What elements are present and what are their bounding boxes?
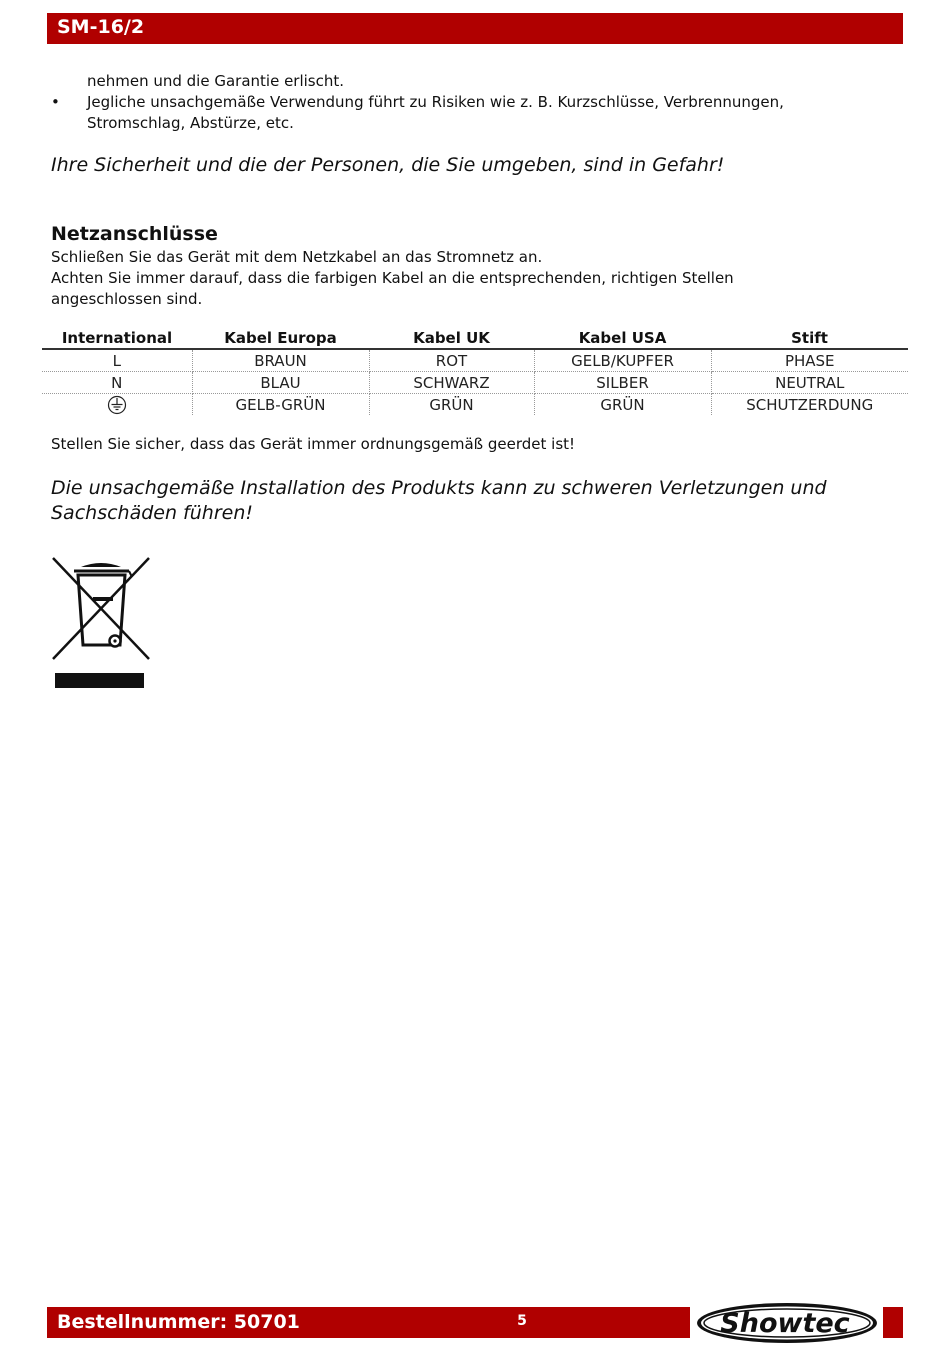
table-cell: N bbox=[42, 372, 192, 394]
table-cell: ROT bbox=[369, 349, 534, 372]
footer-bar-end bbox=[883, 1307, 903, 1338]
column-header: Kabel Europa bbox=[192, 327, 369, 349]
table-cell: PHASE bbox=[711, 349, 908, 372]
table-row bbox=[42, 372, 908, 394]
wiring-table bbox=[42, 327, 908, 415]
table-cell: GRÜN bbox=[534, 394, 711, 416]
paragraph-cable-colors: Achten Sie immer darauf, dass die farbigen Kabel an die entsprechenden, richtigen Stellen angeschlossen sind. bbox=[51, 269, 734, 308]
paragraph-connect: Schließen Sie das Gerät mit dem Netzkabel an das Stromnetz an. bbox=[51, 248, 543, 266]
svg-text:Showtec: Showtec bbox=[720, 1308, 850, 1339]
table-cell bbox=[42, 394, 192, 416]
table-cell: NEUTRAL bbox=[711, 372, 908, 394]
table-row bbox=[42, 394, 908, 416]
column-header: Kabel UK bbox=[369, 327, 534, 349]
section-heading: Netzanschlüsse bbox=[51, 223, 218, 245]
table-cell: SCHUTZERDUNG bbox=[746, 395, 874, 414]
earth-symbol-icon bbox=[107, 395, 127, 415]
table-cell: L bbox=[42, 349, 192, 372]
page-number: 5 bbox=[517, 1313, 527, 1329]
document-title: SM-16/2 bbox=[57, 16, 145, 38]
table-cell: GELB/KUPFER bbox=[534, 349, 711, 372]
showtec-logo bbox=[694, 1301, 880, 1345]
crossed-out-wheelie-bin-icon bbox=[51, 555, 151, 690]
continuation-line: nehmen und die Garantie erlischt. bbox=[87, 72, 345, 90]
column-header: Stift bbox=[711, 327, 908, 349]
header-bar bbox=[47, 13, 903, 44]
table-cell: GRÜN bbox=[369, 394, 534, 416]
table-cell: SILBER bbox=[534, 372, 711, 394]
grounding-note: Stellen Sie sicher, dass das Gerät immer ordnungsgemäß geerdet ist! bbox=[51, 435, 576, 453]
safety-warning: Ihre Sicherheit und die der Personen, die Sie umgeben, sind in Gefahr! bbox=[51, 154, 725, 176]
table-cell: SCHWARZ bbox=[369, 372, 534, 394]
table-cell: BRAUN bbox=[192, 349, 369, 372]
column-header: Kabel USA bbox=[534, 327, 711, 349]
table-header-row bbox=[42, 327, 908, 349]
bullet-text: Jegliche unsachgemäße Verwendung führt zu Risiken wie z. B. Kurzschlüsse, Verbrennungen, Stromschlag, Abstürze, etc. bbox=[87, 93, 784, 132]
installation-warning: Die unsachgemäße Installation des Produkts kann zu schweren Verletzungen und Sachschäden führen! bbox=[51, 477, 827, 524]
order-number: Bestellnummer: 50701 bbox=[57, 1311, 300, 1333]
footer-bar bbox=[47, 1307, 690, 1338]
column-header: International bbox=[42, 327, 192, 349]
bullet-icon: • bbox=[51, 93, 60, 111]
table-cell: GELB-GRÜN bbox=[192, 394, 369, 416]
table-row bbox=[42, 349, 908, 372]
table-cell: BLAU bbox=[192, 372, 369, 394]
